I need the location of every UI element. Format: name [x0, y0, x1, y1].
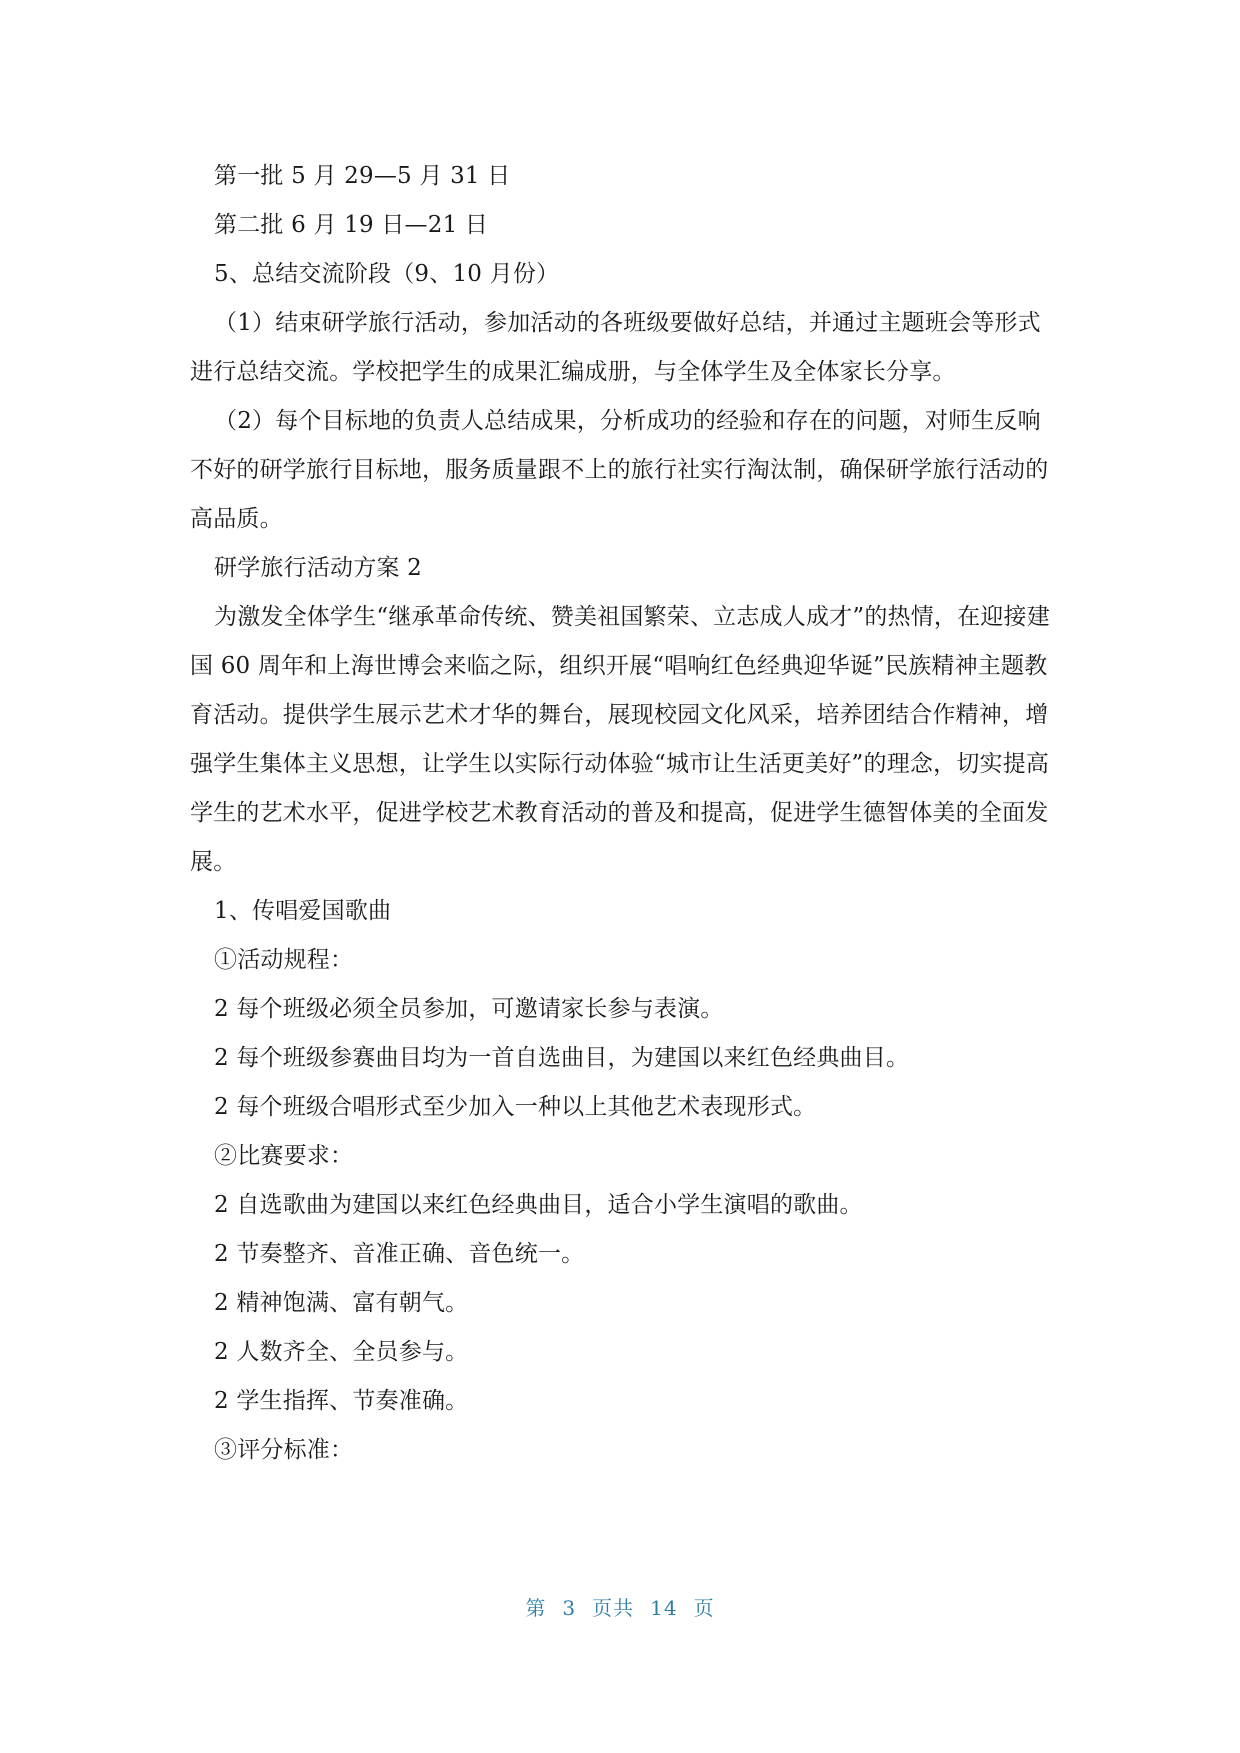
paragraph: 第二批 6 月 19 日—21 日: [214, 212, 489, 238]
list-item: 2 每个班级参赛曲目均为一首自选曲目，为建国以来红色经典曲目。: [214, 1045, 910, 1071]
list-item: 2 自选歌曲为建国以来红色经典曲目，适合小学生演唱的歌曲。: [214, 1192, 863, 1218]
section-heading: 1、传唱爱国歌曲: [214, 898, 392, 924]
footer-current-page: 3: [562, 1596, 577, 1620]
subheading: ②比赛要求：: [214, 1143, 354, 1169]
section-title: 研学旅行活动方案 2: [214, 555, 422, 581]
paragraph: （2）每个目标地的负责人总结成果，分析成功的经验和存在的问题，对师生反响不好的研学旅行目标地，服务质量跟不上的旅行社实行淘汰制，确保研学旅行活动的高品质。: [190, 408, 1049, 532]
subheading: ③评分标准：: [214, 1437, 354, 1463]
list-item: 2 学生指挥、节奏准确。: [214, 1388, 469, 1414]
footer-label-end: 页: [693, 1596, 715, 1620]
footer-label-page: 第: [525, 1596, 547, 1620]
paragraph: 为激发全体学生“继承革命传统、赞美祖国繁荣、立志成人成才”的热情，在迎接建国 60 周年和上海世博会来临之际，组织开展“唱响红色经典迎华诞”民族精神主题教育活动。提供学生展示艺术才华的舞台，展现校园文化风采，培养团结合作精神，增强学生集体主义思想，让学生以实际行动体验“城市让生活更美好”的理念，切实提高学生的艺术水平，促进学校艺术教育活动的普及和提高，促进学生德智体美的全面发展。: [190, 604, 1050, 875]
footer-label-of: 页共: [592, 1596, 635, 1620]
paragraph: （1）结束研学旅行活动，参加活动的各班级要做好总结，并通过主题班会等形式进行总结交流。学校把学生的成果汇编成册，与全体学生及全体家长分享。: [190, 310, 1041, 385]
list-item: 2 每个班级合唱形式至少加入一种以上其他艺术表现形式。: [214, 1094, 817, 1120]
list-item: 2 节奏整齐、音准正确、音色统一。: [214, 1241, 585, 1267]
subheading: ①活动规程：: [214, 947, 354, 973]
document-body: [190, 152, 1060, 1475]
list-item: 2 人数齐全、全员参与。: [214, 1339, 469, 1365]
page-footer: [0, 1592, 1240, 1621]
paragraph: 第一批 5 月 29—5 月 31 日: [214, 163, 511, 189]
list-item: 2 每个班级必须全员参加，可邀请家长参与表演。: [214, 996, 724, 1022]
list-item: 2 精神饱满、富有朝气。: [214, 1290, 469, 1316]
footer-total-pages: 14: [650, 1596, 678, 1620]
section-heading: 5、总结交流阶段（9、10 月份）: [214, 261, 560, 287]
